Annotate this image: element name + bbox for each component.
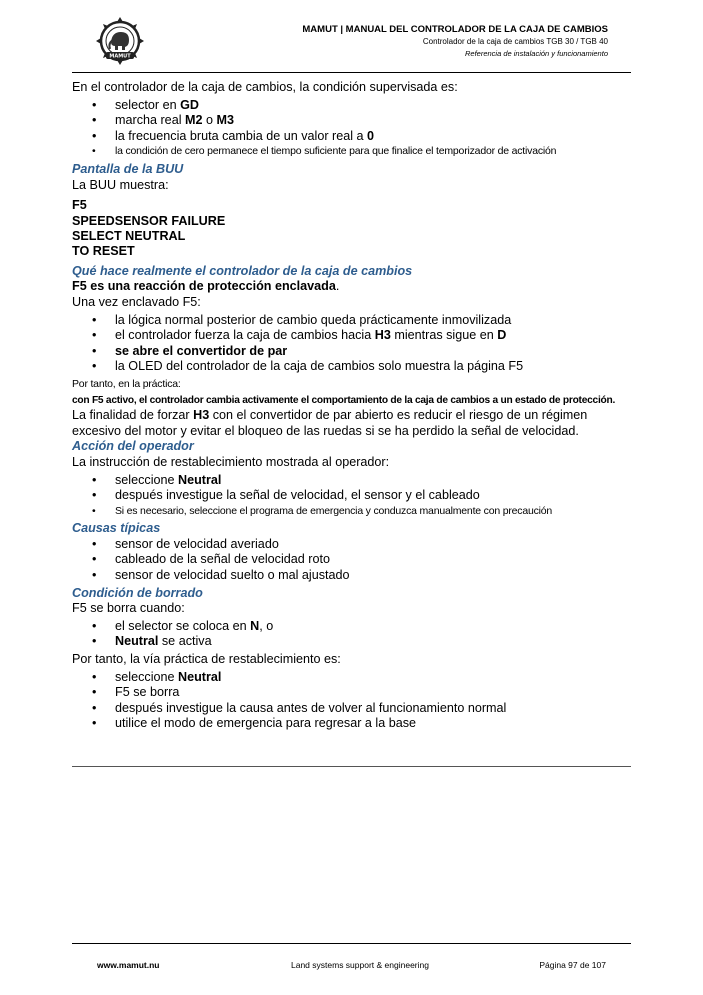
section-heading-operator: Acción del operador <box>72 439 194 454</box>
condition-list <box>72 98 634 160</box>
list-item: • sensor de velocidad averiado <box>72 537 634 553</box>
list-item: • Si es necesario, seleccione el programa de emergencia y conduzca manualmente con precaución <box>72 504 634 520</box>
clear-list <box>72 619 634 650</box>
route-intro: Por tanto, la vía práctica de restablecimiento es: <box>72 652 341 667</box>
footer-page-number: Página 97 de 107 <box>539 960 606 970</box>
list-item: • el selector se coloca en N, o <box>72 619 634 635</box>
reset-route-list <box>72 670 634 732</box>
list-item: • marcha real M2 o M3 <box>72 113 634 129</box>
header-section: Referencia de instalación y funcionamiento <box>464 49 608 58</box>
list-item: • el controlador fuerza la caja de cambios hacia H3 mientras sigue en D <box>72 328 634 344</box>
buu-line: F5 <box>72 198 87 213</box>
operator-intro: La instrucción de restablecimiento mostrada al operador: <box>72 454 390 469</box>
buu-line: TO RESET <box>72 244 135 259</box>
list-item: • después investigue la señal de velocidad, el sensor y el cableado <box>72 488 634 504</box>
buu-line: SELECT NEUTRAL <box>72 228 186 243</box>
header-divider <box>72 72 631 73</box>
intro-paragraph: En el controlador de la caja de cambios, la condición supervisada es: <box>72 80 458 94</box>
list-item: • después investigue la causa antes de volver al funcionamiento normal <box>72 701 634 717</box>
lead-paragraph: F5 es una reacción de protección enclavada. <box>72 279 340 294</box>
footer-divider <box>72 943 631 944</box>
list-item: • utilice el modo de emergencia para regresar a la base <box>72 716 634 732</box>
section-heading-causes: Causas típicas <box>72 521 161 536</box>
buu-display-message <box>72 198 634 260</box>
content-end-divider <box>72 766 631 767</box>
buu-intro: La BUU muestra: <box>72 177 169 192</box>
purpose-paragraph: La finalidad de forzar H3 con el convertidor de par abierto es reducir el riesgo de un régimen excesivo del motor y evitar el bloqueo de las ruedas si se ha perdido la señal de velocidad. <box>72 408 588 438</box>
list-item: • selector en GD <box>72 98 634 114</box>
operator-list <box>72 473 634 520</box>
list-item: • se abre el convertidor de par <box>72 344 634 360</box>
list-item: • F5 se borra <box>72 685 634 701</box>
buu-line: SPEEDSENSOR FAILURE <box>72 213 226 228</box>
list-item: • seleccione Neutral <box>72 473 634 489</box>
practice-intro: Por tanto, en la práctica: <box>72 377 181 390</box>
list-item: • seleccione Neutral <box>72 670 634 686</box>
list-item: • sensor de velocidad suelto o mal ajustado <box>72 568 634 584</box>
section-heading-clear: Condición de borrado <box>72 585 203 600</box>
document-body <box>72 80 634 734</box>
latched-effects-list <box>72 313 634 375</box>
practice-statement: con F5 activo, el controlador cambia activamente el comportamiento de la caja de cambios a un estado de protección. <box>72 394 616 406</box>
list-item: • la condición de cero permanece el tiempo suficiente para que finalice el temporizador de activación <box>72 144 634 160</box>
causes-list <box>72 537 634 584</box>
page-header <box>302 24 608 60</box>
clear-intro: F5 se borra cuando: <box>72 601 185 616</box>
footer-center-text: Land systems support & engineering <box>291 960 429 970</box>
header-subtitle: Controlador de la caja de cambios TGB 30 / TGB 40 <box>422 37 608 46</box>
once-paragraph: Una vez enclavado F5: <box>72 294 201 309</box>
list-item: • la lógica normal posterior de cambio queda prácticamente inmovilizada <box>72 313 634 329</box>
header-title: MAMUT | MANUAL DEL CONTROLADOR DE LA CAJA DE CAMBIOS <box>302 24 608 35</box>
list-item: • la OLED del controlador de la caja de cambios solo muestra la página F5 <box>72 359 634 375</box>
mamut-logo <box>95 16 145 66</box>
svg-text:MAMUT: MAMUT <box>109 53 131 60</box>
list-item: • cableado de la señal de velocidad roto <box>72 552 634 568</box>
section-heading-buu: Pantalla de la BUU <box>72 161 184 176</box>
list-item: • la frecuencia bruta cambia de un valor real a 0 <box>72 129 634 145</box>
section-heading-what: Qué hace realmente el controlador de la caja de cambios <box>72 263 413 278</box>
footer-website[interactable]: www.mamut.nu <box>97 960 160 970</box>
list-item: • Neutral se activa <box>72 634 634 650</box>
